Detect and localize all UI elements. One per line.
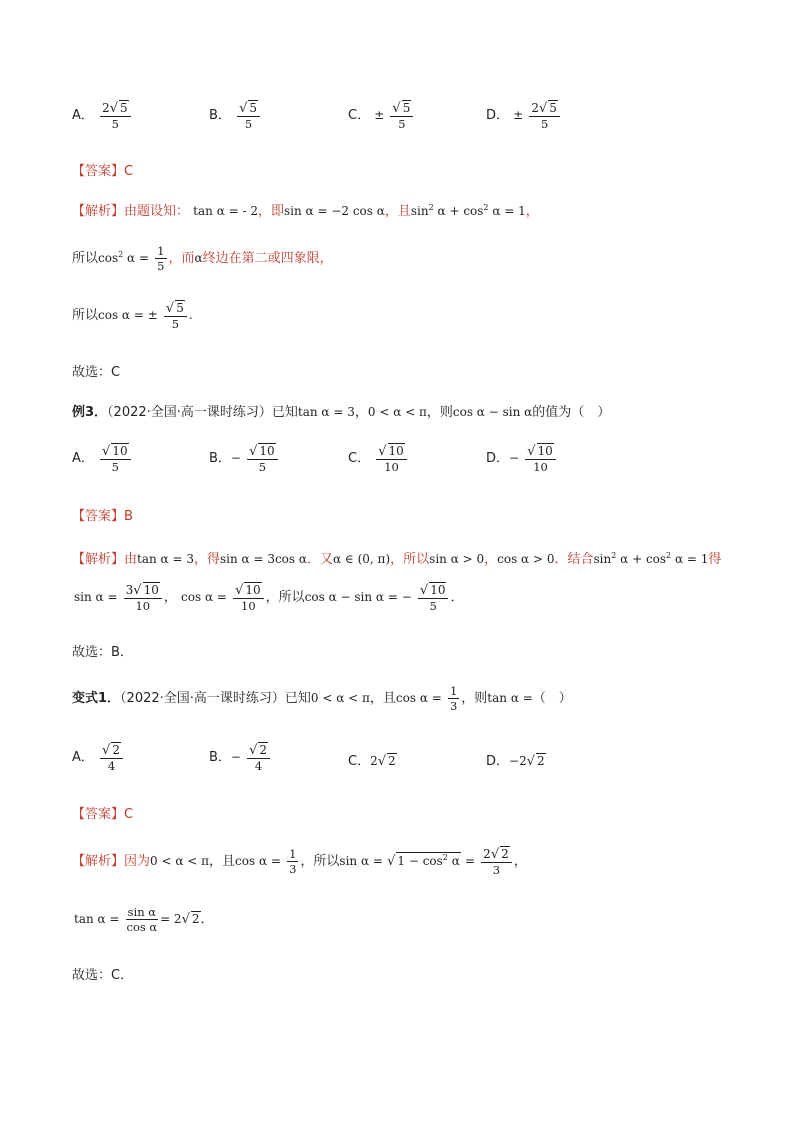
option-b: B．− $\frac{√ 10}{5}$: [209, 443, 280, 474]
analysis-tag: 【解析】: [72, 204, 125, 219]
option-b: B．− $\frac{√ 2}{4}$: [209, 742, 272, 773]
example-3-question: 例3．（2022·全国·高一课时练习）已知tan α = 3，0 < α < π，则cos α − sin α的值为（ ）: [72, 405, 611, 420]
answer-tag: 【答案】: [72, 164, 125, 179]
fraction: $\frac{√ 10}{10}$: [376, 443, 407, 474]
var1-analysis-line2: tan α = $\frac{\text{sin α}}{\text{cos α}}$ = 2√ 2．: [74, 905, 214, 934]
fraction: $\frac{\text{sin α}}{\text{cos α}}$: [126, 905, 158, 934]
answer-value: C: [124, 164, 134, 179]
fraction: $\frac{√ 5}{5}$: [164, 300, 187, 331]
q2-options: [72, 100, 712, 136]
option-c: C． ± $\frac{√ 5}{5}$: [348, 100, 415, 131]
example-label: 例3．: [72, 405, 108, 420]
option-d: D．−2√ 2: [486, 754, 545, 769]
fraction: $\frac{√ 5}{5}$: [237, 100, 260, 131]
fraction: $\frac{√ 10}{5}$: [247, 443, 278, 474]
q2-analysis-line3: 所以cos α = ± $\frac{√ 5}{5}$ .: [72, 301, 193, 331]
var1-analysis-line1: 【解析】因为0 < α < π，且cos α = $\frac{1}{3}$ ，所以sin α = √ $1 - \cos^2 \alpha$ = $\frac{2√ 2}{3}$ ，: [72, 847, 527, 877]
variant-1-question: 变式1．（2022·全国·高一课时练习）已知0 < α < π，且cos α = $\frac{1}{3}$ ，则tan α =（ ）: [72, 684, 572, 713]
fraction: $\frac{√ 10}{10}$: [233, 582, 264, 613]
fraction: $\frac{√ 10}{5}$: [418, 582, 449, 613]
option-d: D．− $\frac{√ 10}{10}$: [486, 443, 558, 474]
option-c: C． $\frac{√ 10}{10}$: [348, 443, 409, 474]
fraction: $\frac{1}{5}$: [157, 244, 165, 273]
fraction: $\frac{2√ 2}{3}$: [481, 846, 512, 877]
fraction: $\frac{1}{3}$: [289, 847, 297, 876]
ex3-options: [72, 443, 712, 479]
ex3-answer: 【答案】B: [72, 509, 133, 524]
q2-conclusion: 故选：C: [72, 365, 121, 380]
option-a: A． $\frac{√ 10}{5}$: [72, 443, 133, 474]
fraction: $\frac{√ 5}{5}$: [390, 100, 413, 131]
fraction: $\frac{√ 10}{5}$: [100, 443, 131, 474]
option-a: [72, 100, 133, 131]
ex3-analysis-line1: 【解析】由tan α = 3，得sin α = 3cos α．又α ∈ (0, π)，所以sin α > 0，cos α > 0．结合$\sin^2 \alpha + \cos^2 \alpha = 1$得: [72, 551, 722, 567]
ex3-conclusion: 故选：B．: [72, 645, 133, 660]
option-d: D． ± $\frac{2√ 5}{5}$: [486, 100, 562, 131]
option-a: A． $\frac{√ 2}{4}$: [72, 742, 125, 773]
option-label: A．: [72, 108, 94, 123]
fraction: $\frac{√ 2}{4}$: [247, 742, 270, 773]
fraction: $\frac{2√ 5}{5}$: [100, 100, 131, 131]
q2-analysis-line1: 【解析】由题设知： tan α = - 2，即sin α = −2 cos α，且$\sin^2 \alpha + \cos^2 \alpha = 1$，: [72, 203, 539, 219]
fraction: $\frac{2√ 5}{5}$: [529, 100, 560, 131]
ex3-analysis-line2: sin α = $\frac{3√ 10}{10}$ ， cos α = $\frac{√ 10}{10}$ ，所以cos α − sin α = − $\frac{√ 10}{5}$ ．: [74, 583, 464, 613]
var1-conclusion: 故选：C．: [72, 968, 134, 983]
fraction: $\frac{1}{3}$: [449, 684, 458, 713]
option-b: B． $\frac{√ 5}{5}$: [209, 100, 262, 131]
var1-answer: 【答案】C: [72, 807, 134, 822]
option-c: C．2√ 2: [348, 754, 396, 769]
var1-options: [72, 742, 712, 778]
q2-analysis-line2: 所以$\cos^2 \alpha$ = $\frac{1}{5}$ ，而α终边在第二或四象限，: [72, 244, 333, 273]
fraction: $\frac{√ 10}{10}$: [525, 443, 556, 474]
q2-answer: [72, 160, 133, 179]
fraction: $\frac{√ 2}{4}$: [100, 742, 123, 773]
fraction: $\frac{3√ 10}{10}$: [124, 582, 162, 613]
